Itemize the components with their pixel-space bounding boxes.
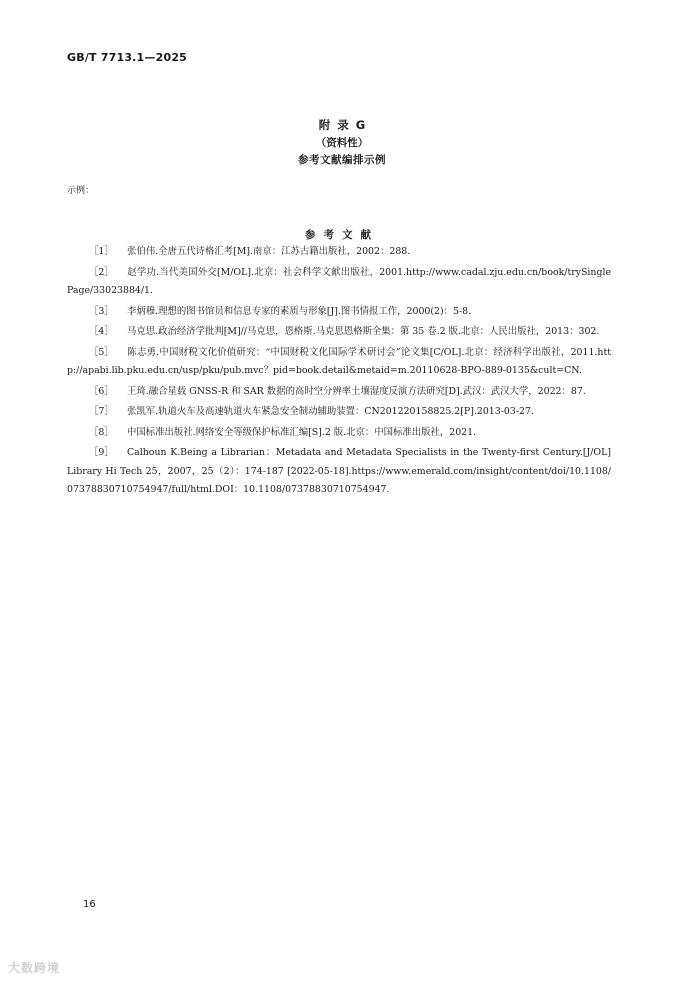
reference-text: 王琦.融合星载 GNSS-R 和 SAR 数据的高时空分辨率土壤湿度反演方法研究[D].武汉：武汉大学，2022：87. <box>127 385 586 397</box>
reference-text: Calhoun K.Being a Librarian：Metadata and Metadata Specialists in the Twenty-first Century.[J/OL] Library Hi Tech 25，2007，25（2）：174-187 [2022-05-18].https://www.emerald.com/insight/content/doi/10.1108/07378830710754947/full/html.DOI：10.1108/07378830710754947. <box>67 447 611 495</box>
reference-number: ［7］ <box>89 406 114 417</box>
reference-number: ［5］ <box>89 346 114 358</box>
reference-item <box>67 344 611 381</box>
page-number: 16 <box>83 899 96 910</box>
reference-number: ［1］ <box>89 246 114 257</box>
reference-list <box>67 243 611 502</box>
reference-item <box>67 264 611 301</box>
standard-code: GB/T 7713.1—2025 <box>67 51 188 64</box>
reference-number: ［3］ <box>89 305 114 317</box>
reference-number: ［6］ <box>89 385 114 397</box>
watermark: 大数跨境 <box>8 961 61 975</box>
reference-text: 赵学功.当代美国外交[M/OL].北京：社会科学文献出版社，2001.http://www.cadal.zju.edu.cn/book/trySinglePage/33023884/1. <box>67 266 611 296</box>
reference-item <box>67 243 611 262</box>
reference-item <box>67 303 611 322</box>
references-heading: 参考文献 <box>305 229 379 241</box>
example-label: 示例： <box>67 186 95 196</box>
appendix-heading: 参考文献编排示例 <box>298 154 386 166</box>
reference-text: 中国标准出版社.网络安全等级保护标准汇编[S].2 版.北京：中国标准出版社，2021. <box>127 426 477 438</box>
appendix-subtitle: （资料性） <box>315 137 369 149</box>
reference-number: ［8］ <box>89 426 114 438</box>
reference-text: 张伯伟.全唐五代诗格汇考[M].南京：江苏古籍出版社，2002：288. <box>127 246 411 257</box>
reference-item <box>67 424 611 443</box>
reference-item <box>67 323 611 342</box>
reference-number: ［2］ <box>89 266 114 278</box>
reference-item <box>67 403 611 422</box>
reference-text: 张凯军.轨道火车及高速轨道火车紧急安全制动辅助装置：CN201220158825.2[P].2013-03-27. <box>127 406 534 417</box>
reference-text: 陈志勇.中国财税文化价值研究：“中国财税文化国际学术研讨会”论文集[C/OL].北京：经济科学出版社，2011.http://apabi.lib.pku.edu.cn/usp/pku/pub.mvc？pid=book.detail&metaid=m.20110628-BPO-889-0135&cult=CN. <box>67 346 611 376</box>
reference-item <box>67 383 611 402</box>
reference-number: ［9］ <box>89 447 114 458</box>
reference-number: ［4］ <box>89 326 114 337</box>
reference-item <box>67 444 611 500</box>
reference-text: 李炳穆.理想的图书馆员和信息专家的素质与形象[J].图书情报工作，2000(2)：5-8. <box>127 305 472 317</box>
appendix-title: 附 录 G <box>318 118 366 132</box>
reference-text: 马克思.政治经济学批判[M]//马克思，恩格斯.马克思恩格斯全集：第 35 卷.2 版.北京：人民出版社，2013：302. <box>127 326 600 337</box>
